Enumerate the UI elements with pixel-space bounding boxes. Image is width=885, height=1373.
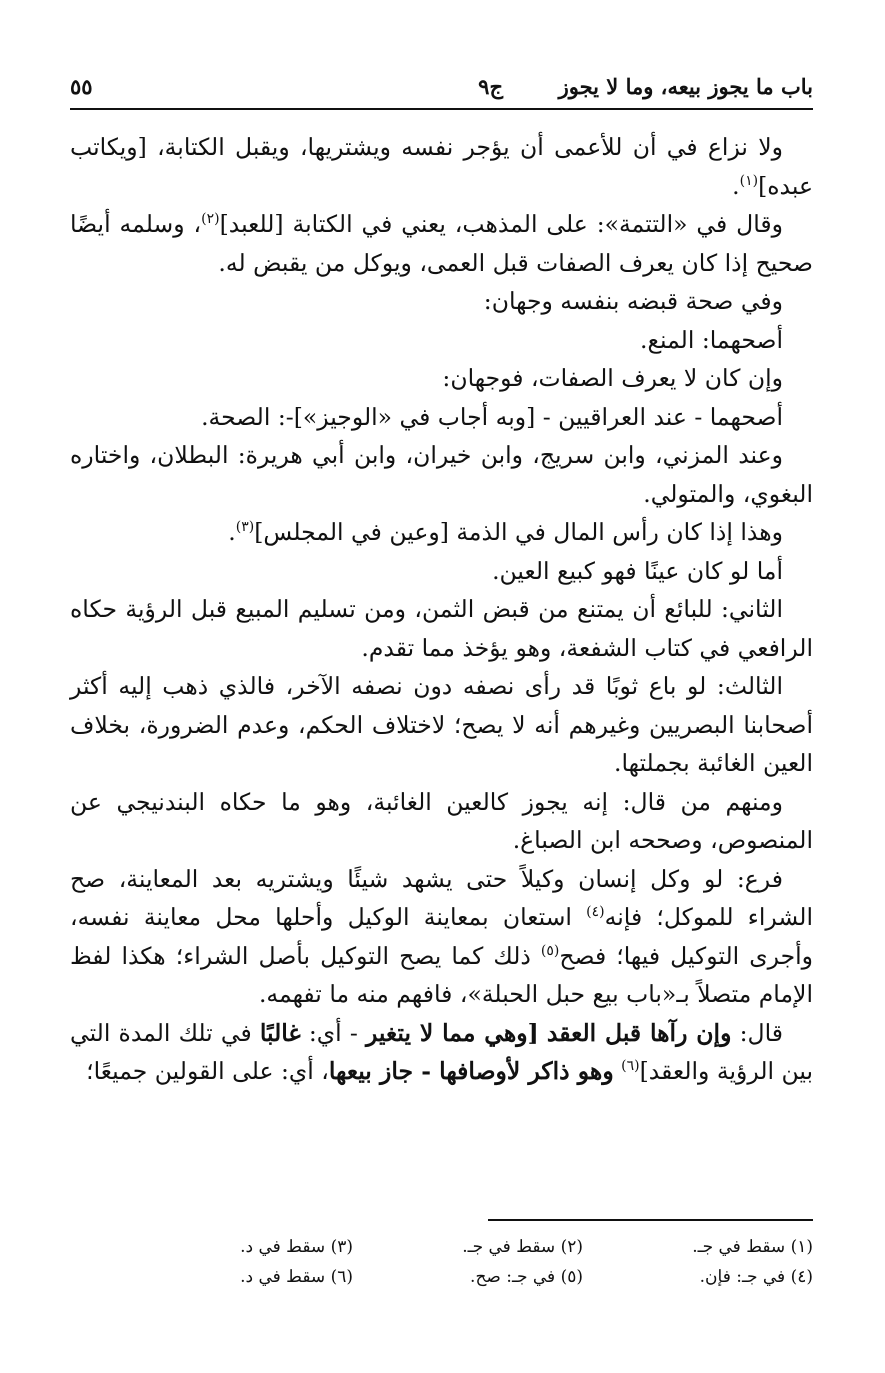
- paragraph-text: [539, 1019, 547, 1047]
- footnotes: [70, 1232, 813, 1292]
- bold-text: [وهي مما لا يتغير: [365, 1018, 539, 1047]
- paragraph-text: الثالث: لو باع ثوبًا قد رأى نصفه دون نصفه الآخر، فالذي ذهب إليه أكثر أصحابنا البصريين وغيرهم أنه لا يصح؛ لاختلاف الحكم، وعدم الضرورة، بخلاف العين الغائبة بجملتها.: [70, 672, 813, 777]
- footnote-marker: (١): [739, 172, 759, 189]
- body-paragraph: [70, 1014, 813, 1091]
- footnote-divider: [488, 1219, 813, 1221]
- body-paragraph: [70, 282, 813, 321]
- footnote-item: (٦) سقط في د.: [240, 1267, 353, 1287]
- footnote-marker: (٢): [201, 211, 220, 227]
- body-paragraph: [70, 667, 813, 783]
- body-paragraph: [70, 590, 813, 667]
- body-text: [70, 128, 813, 1091]
- footnote-marker: (٣): [235, 519, 255, 535]
- body-paragraph: [70, 436, 813, 513]
- footnote-row: [70, 1262, 813, 1292]
- bold-text: غالبًا: [259, 1018, 301, 1047]
- footnote-item: (٥) في جـ: صح.: [470, 1267, 583, 1287]
- page-number: ٥٥: [70, 74, 93, 99]
- footnote-marker: (٥): [540, 942, 560, 959]
- paragraph-text: وفي صحة قبضه بنفسه وجهان:: [483, 287, 783, 315]
- paragraph-text: قال:: [731, 1018, 783, 1047]
- paragraph-text: فرع: لو وكل إنسان وكيلاً حتى يشهد شيئًا ويشتريه بعد المعاينة، صح الشراء للموكل؛ فإنه: [70, 864, 813, 931]
- bold-text: وإن رآها قبل العقد: [546, 1018, 732, 1047]
- body-paragraph: [70, 128, 813, 205]
- paragraph-text: .: [228, 518, 236, 546]
- footnote-item: (١) سقط في جـ.: [692, 1237, 813, 1257]
- volume-label: ج٩: [478, 74, 503, 99]
- paragraph-text: وهذا إذا كان رأس المال في الذمة [وعين في المجلس]: [254, 518, 783, 546]
- paragraph-text: ومنهم من قال: إنه يجوز كالعين الغائبة، وهو ما حكاه البندنيجي عن المنصوص، وصححه ابن الصباغ.: [70, 787, 813, 854]
- running-header: [70, 62, 813, 106]
- body-paragraph: [70, 398, 813, 437]
- footnote-item: (٢) سقط في جـ.: [462, 1237, 583, 1257]
- paragraph-text: ذلك كما يصح التوكيل بأصل الشراء؛ هكذا لفظ الإمام متصلاً بـ«باب بيع حبل الحبلة»، فافهم منه ما تفهمه.: [70, 941, 813, 1008]
- paragraph-text: استعان بمعاينة الوكيل وأحلها محل معاينة نفسه، وأجرى التوكيل فيها؛ فصح: [70, 903, 814, 970]
- paragraph-text: وعند المزني، وابن سريج، وابن خيران، وابن أبي هريرة: البطلان، واختاره البغوي، والمتولي.: [70, 441, 813, 508]
- body-paragraph: [70, 552, 813, 591]
- body-paragraph: [70, 783, 813, 860]
- paragraph-text: الثاني: للبائع أن يمتنع من قبض الثمن، ومن تسليم المبيع قبل الرؤية حكاه الرافعي في كتاب الشفعة، وهو يؤخذ مما تقدم.: [70, 595, 813, 662]
- chapter-title: باب ما يجوز بيعه، وما لا يجوز: [558, 74, 813, 99]
- header-divider: [70, 108, 813, 110]
- footnote-item: (٣) سقط في د.: [240, 1237, 353, 1257]
- body-paragraph: [70, 513, 813, 552]
- bold-text: وهو ذاكر لأوصافها - جاز بيعها: [328, 1057, 614, 1085]
- body-paragraph: [70, 321, 813, 360]
- paragraph-text: أصحهما - عند العراقيين - [وبه أجاب في «الوجيز»]-: الصحة.: [201, 402, 783, 431]
- paragraph-text: أما لو كان عينًا فهو كبيع العين.: [492, 556, 783, 585]
- paragraph-text: أصحهما: المنع.: [640, 325, 783, 354]
- paragraph-text: وقال في «التتمة»: على المذهب، يعني في الكتابة [للعبد]: [219, 210, 784, 238]
- paragraph-text: وإن كان لا يعرف الصفات، فوجهان:: [442, 364, 783, 392]
- footnote-item: (٤) في جـ: فإن.: [699, 1267, 813, 1287]
- paragraph-text: - أي:: [300, 1018, 366, 1047]
- body-paragraph: [70, 359, 813, 398]
- footnote-marker: (٤): [586, 904, 605, 920]
- body-paragraph: [70, 860, 813, 1014]
- body-paragraph: [70, 205, 813, 282]
- paragraph-text: في تلك المدة التي بين الرؤية والعقد]: [70, 1018, 813, 1085]
- paragraph-text: ولا نزاع في أن للأعمى أن يؤجر نفسه ويشتريها، ويقبل الكتابة، [ويكاتب عبده]: [70, 133, 813, 200]
- paragraph-text: ، أي: على القولين جميعًا؛: [86, 1057, 329, 1085]
- paragraph-text: ، وسلمه أيضًا صحيح إذا كان يعرف الصفات قبل العمى، ويوكل من يقبض له.: [70, 210, 813, 277]
- footnote-row: [70, 1232, 813, 1262]
- footnote-marker: (٦): [621, 1058, 640, 1074]
- paragraph-text: .: [732, 171, 740, 200]
